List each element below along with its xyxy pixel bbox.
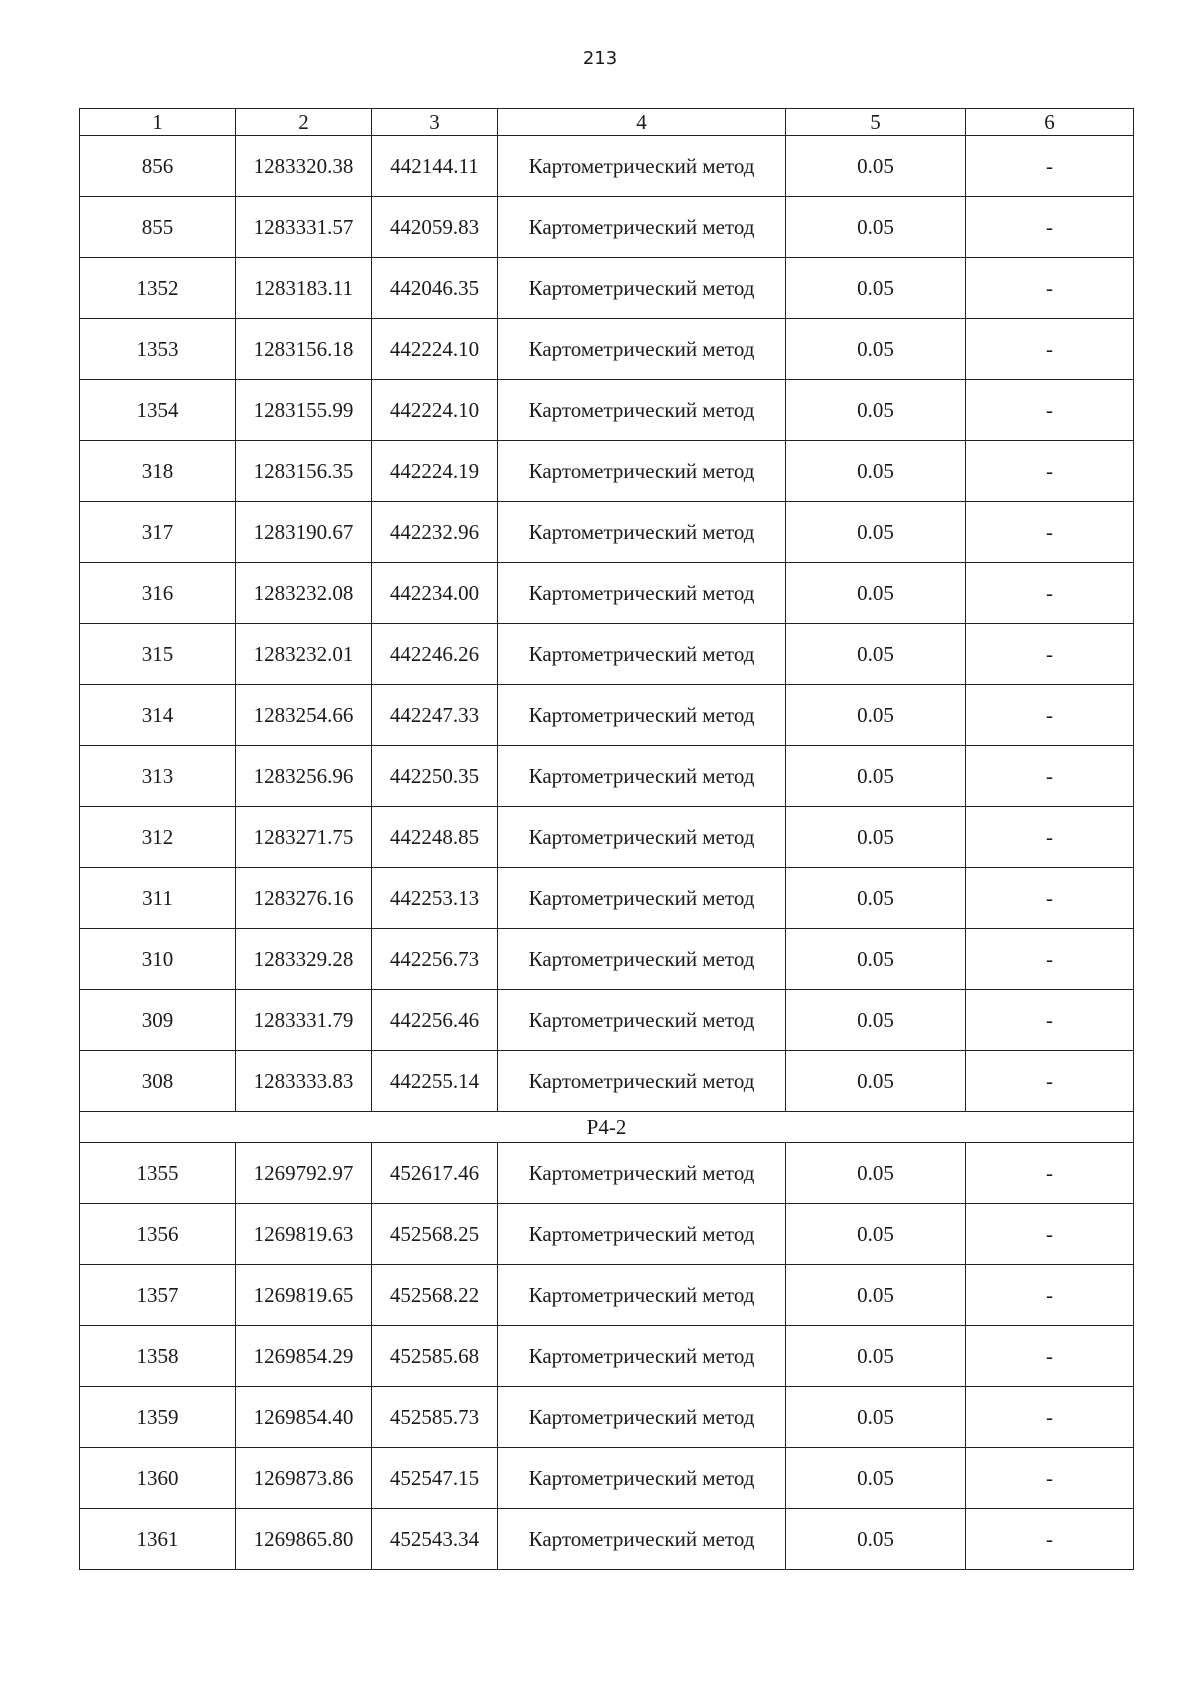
y-coordinate-cell: 442144.11 bbox=[372, 136, 498, 197]
x-coordinate-cell: 1283254.66 bbox=[236, 685, 372, 746]
method-cell: Картометрический метод bbox=[498, 685, 786, 746]
y-coordinate-cell: 452585.73 bbox=[372, 1387, 498, 1448]
accuracy-cell: 0.05 bbox=[786, 685, 966, 746]
x-coordinate-cell: 1283320.38 bbox=[236, 136, 372, 197]
method-cell: Картометрический метод bbox=[498, 441, 786, 502]
y-coordinate-cell: 442253.13 bbox=[372, 868, 498, 929]
note-cell: - bbox=[966, 624, 1134, 685]
accuracy-cell: 0.05 bbox=[786, 1204, 966, 1265]
table-row bbox=[80, 502, 1134, 563]
method-cell: Картометрический метод bbox=[498, 1448, 786, 1509]
table-row bbox=[80, 441, 1134, 502]
table-row bbox=[80, 1448, 1134, 1509]
x-coordinate-cell: 1283331.57 bbox=[236, 197, 372, 258]
note-cell: - bbox=[966, 746, 1134, 807]
note-cell: - bbox=[966, 1143, 1134, 1204]
y-coordinate-cell: 442059.83 bbox=[372, 197, 498, 258]
point-number-cell: 310 bbox=[80, 929, 236, 990]
table-row bbox=[80, 1265, 1134, 1326]
x-coordinate-cell: 1269819.63 bbox=[236, 1204, 372, 1265]
accuracy-cell: 0.05 bbox=[786, 807, 966, 868]
x-coordinate-cell: 1283276.16 bbox=[236, 868, 372, 929]
table-row bbox=[80, 1387, 1134, 1448]
point-number-cell: 312 bbox=[80, 807, 236, 868]
accuracy-cell: 0.05 bbox=[786, 258, 966, 319]
y-coordinate-cell: 442232.96 bbox=[372, 502, 498, 563]
note-cell: - bbox=[966, 136, 1134, 197]
table-row bbox=[80, 929, 1134, 990]
table-body bbox=[80, 136, 1134, 1570]
section-row bbox=[80, 1112, 1134, 1143]
method-cell: Картометрический метод bbox=[498, 380, 786, 441]
method-cell: Картометрический метод bbox=[498, 1387, 786, 1448]
accuracy-cell: 0.05 bbox=[786, 868, 966, 929]
method-cell: Картометрический метод bbox=[498, 868, 786, 929]
y-coordinate-cell: 442255.14 bbox=[372, 1051, 498, 1112]
accuracy-cell: 0.05 bbox=[786, 990, 966, 1051]
note-cell: - bbox=[966, 1204, 1134, 1265]
y-coordinate-cell: 452617.46 bbox=[372, 1143, 498, 1204]
note-cell: - bbox=[966, 502, 1134, 563]
note-cell: - bbox=[966, 380, 1134, 441]
note-cell: - bbox=[966, 319, 1134, 380]
y-coordinate-cell: 442224.10 bbox=[372, 380, 498, 441]
y-coordinate-cell: 452543.34 bbox=[372, 1509, 498, 1570]
note-cell: - bbox=[966, 990, 1134, 1051]
table-row bbox=[80, 319, 1134, 380]
note-cell: - bbox=[966, 1509, 1134, 1570]
point-number-cell: 1357 bbox=[80, 1265, 236, 1326]
x-coordinate-cell: 1269792.97 bbox=[236, 1143, 372, 1204]
x-coordinate-cell: 1283333.83 bbox=[236, 1051, 372, 1112]
y-coordinate-cell: 452568.22 bbox=[372, 1265, 498, 1326]
point-number-cell: 1355 bbox=[80, 1143, 236, 1204]
method-cell: Картометрический метод bbox=[498, 929, 786, 990]
accuracy-cell: 0.05 bbox=[786, 1387, 966, 1448]
note-cell: - bbox=[966, 1265, 1134, 1326]
table-row bbox=[80, 1051, 1134, 1112]
method-cell: Картометрический метод bbox=[498, 624, 786, 685]
table-row bbox=[80, 685, 1134, 746]
accuracy-cell: 0.05 bbox=[786, 624, 966, 685]
column-header-2: 2 bbox=[236, 109, 372, 136]
x-coordinate-cell: 1283183.11 bbox=[236, 258, 372, 319]
note-cell: - bbox=[966, 197, 1134, 258]
accuracy-cell: 0.05 bbox=[786, 1326, 966, 1387]
accuracy-cell: 0.05 bbox=[786, 929, 966, 990]
table-row bbox=[80, 1204, 1134, 1265]
accuracy-cell: 0.05 bbox=[786, 1051, 966, 1112]
table-row bbox=[80, 1326, 1134, 1387]
y-coordinate-cell: 442224.10 bbox=[372, 319, 498, 380]
point-number-cell: 315 bbox=[80, 624, 236, 685]
point-number-cell: 1356 bbox=[80, 1204, 236, 1265]
point-number-cell: 1354 bbox=[80, 380, 236, 441]
accuracy-cell: 0.05 bbox=[786, 502, 966, 563]
accuracy-cell: 0.05 bbox=[786, 746, 966, 807]
column-header-5: 5 bbox=[786, 109, 966, 136]
method-cell: Картометрический метод bbox=[498, 990, 786, 1051]
y-coordinate-cell: 442224.19 bbox=[372, 441, 498, 502]
point-number-cell: 317 bbox=[80, 502, 236, 563]
note-cell: - bbox=[966, 685, 1134, 746]
y-coordinate-cell: 442246.26 bbox=[372, 624, 498, 685]
y-coordinate-cell: 442256.46 bbox=[372, 990, 498, 1051]
point-number-cell: 1360 bbox=[80, 1448, 236, 1509]
coordinates-table bbox=[79, 108, 1134, 1570]
y-coordinate-cell: 442046.35 bbox=[372, 258, 498, 319]
point-number-cell: 311 bbox=[80, 868, 236, 929]
point-number-cell: 1358 bbox=[80, 1326, 236, 1387]
x-coordinate-cell: 1269819.65 bbox=[236, 1265, 372, 1326]
accuracy-cell: 0.05 bbox=[786, 1509, 966, 1570]
method-cell: Картометрический метод bbox=[498, 1204, 786, 1265]
table-row bbox=[80, 1509, 1134, 1570]
note-cell: - bbox=[966, 1448, 1134, 1509]
note-cell: - bbox=[966, 563, 1134, 624]
point-number-cell: 855 bbox=[80, 197, 236, 258]
x-coordinate-cell: 1283232.01 bbox=[236, 624, 372, 685]
method-cell: Картометрический метод bbox=[498, 1051, 786, 1112]
point-number-cell: 313 bbox=[80, 746, 236, 807]
point-number-cell: 314 bbox=[80, 685, 236, 746]
y-coordinate-cell: 452585.68 bbox=[372, 1326, 498, 1387]
table-row bbox=[80, 380, 1134, 441]
method-cell: Картометрический метод bbox=[498, 1326, 786, 1387]
note-cell: - bbox=[966, 868, 1134, 929]
table-row bbox=[80, 746, 1134, 807]
x-coordinate-cell: 1283155.99 bbox=[236, 380, 372, 441]
table-row bbox=[80, 1143, 1134, 1204]
column-header-6: 6 bbox=[966, 109, 1134, 136]
table-row bbox=[80, 197, 1134, 258]
method-cell: Картометрический метод bbox=[498, 258, 786, 319]
method-cell: Картометрический метод bbox=[498, 136, 786, 197]
x-coordinate-cell: 1283190.67 bbox=[236, 502, 372, 563]
y-coordinate-cell: 442256.73 bbox=[372, 929, 498, 990]
x-coordinate-cell: 1283156.18 bbox=[236, 319, 372, 380]
x-coordinate-cell: 1283256.96 bbox=[236, 746, 372, 807]
x-coordinate-cell: 1269865.80 bbox=[236, 1509, 372, 1570]
method-cell: Картометрический метод bbox=[498, 1265, 786, 1326]
x-coordinate-cell: 1269854.29 bbox=[236, 1326, 372, 1387]
method-cell: Картометрический метод bbox=[498, 563, 786, 624]
accuracy-cell: 0.05 bbox=[786, 319, 966, 380]
y-coordinate-cell: 442234.00 bbox=[372, 563, 498, 624]
accuracy-cell: 0.05 bbox=[786, 136, 966, 197]
accuracy-cell: 0.05 bbox=[786, 380, 966, 441]
accuracy-cell: 0.05 bbox=[786, 197, 966, 258]
x-coordinate-cell: 1269854.40 bbox=[236, 1387, 372, 1448]
method-cell: Картометрический метод bbox=[498, 319, 786, 380]
column-header-3: 3 bbox=[372, 109, 498, 136]
note-cell: - bbox=[966, 1051, 1134, 1112]
x-coordinate-cell: 1283232.08 bbox=[236, 563, 372, 624]
x-coordinate-cell: 1283271.75 bbox=[236, 807, 372, 868]
note-cell: - bbox=[966, 1326, 1134, 1387]
note-cell: - bbox=[966, 258, 1134, 319]
column-header-1: 1 bbox=[80, 109, 236, 136]
y-coordinate-cell: 442248.85 bbox=[372, 807, 498, 868]
x-coordinate-cell: 1283329.28 bbox=[236, 929, 372, 990]
x-coordinate-cell: 1283331.79 bbox=[236, 990, 372, 1051]
y-coordinate-cell: 442250.35 bbox=[372, 746, 498, 807]
table-row bbox=[80, 807, 1134, 868]
point-number-cell: 1361 bbox=[80, 1509, 236, 1570]
point-number-cell: 316 bbox=[80, 563, 236, 624]
page-number: 213 bbox=[582, 48, 618, 69]
note-cell: - bbox=[966, 929, 1134, 990]
x-coordinate-cell: 1269873.86 bbox=[236, 1448, 372, 1509]
y-coordinate-cell: 452568.25 bbox=[372, 1204, 498, 1265]
header-row bbox=[80, 109, 1134, 136]
method-cell: Картометрический метод bbox=[498, 807, 786, 868]
column-header-4: 4 bbox=[498, 109, 786, 136]
point-number-cell: 1353 bbox=[80, 319, 236, 380]
section-title: Р4-2 bbox=[80, 1112, 1134, 1143]
table-row bbox=[80, 136, 1134, 197]
note-cell: - bbox=[966, 1387, 1134, 1448]
method-cell: Картометрический метод bbox=[498, 1509, 786, 1570]
table-row bbox=[80, 990, 1134, 1051]
table-row bbox=[80, 258, 1134, 319]
point-number-cell: 1352 bbox=[80, 258, 236, 319]
accuracy-cell: 0.05 bbox=[786, 441, 966, 502]
point-number-cell: 309 bbox=[80, 990, 236, 1051]
method-cell: Картометрический метод bbox=[498, 1143, 786, 1204]
table-row bbox=[80, 868, 1134, 929]
table-header bbox=[80, 109, 1134, 136]
y-coordinate-cell: 452547.15 bbox=[372, 1448, 498, 1509]
x-coordinate-cell: 1283156.35 bbox=[236, 441, 372, 502]
method-cell: Картометрический метод bbox=[498, 746, 786, 807]
note-cell: - bbox=[966, 807, 1134, 868]
point-number-cell: 308 bbox=[80, 1051, 236, 1112]
method-cell: Картометрический метод bbox=[498, 197, 786, 258]
note-cell: - bbox=[966, 441, 1134, 502]
accuracy-cell: 0.05 bbox=[786, 1143, 966, 1204]
point-number-cell: 856 bbox=[80, 136, 236, 197]
accuracy-cell: 0.05 bbox=[786, 1448, 966, 1509]
y-coordinate-cell: 442247.33 bbox=[372, 685, 498, 746]
accuracy-cell: 0.05 bbox=[786, 1265, 966, 1326]
accuracy-cell: 0.05 bbox=[786, 563, 966, 624]
table-row bbox=[80, 624, 1134, 685]
point-number-cell: 318 bbox=[80, 441, 236, 502]
table-row bbox=[80, 563, 1134, 624]
method-cell: Картометрический метод bbox=[498, 502, 786, 563]
point-number-cell: 1359 bbox=[80, 1387, 236, 1448]
